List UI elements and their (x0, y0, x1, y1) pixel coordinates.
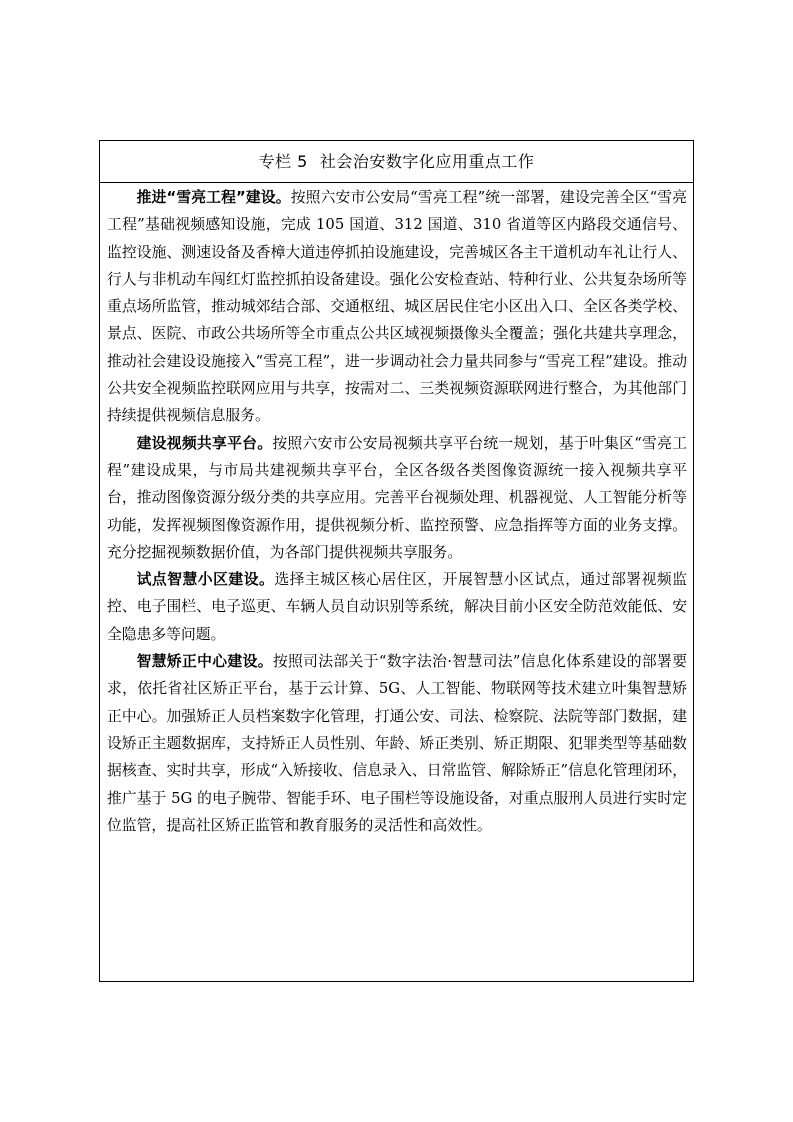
section-paragraph (107, 184, 687, 430)
column-box (99, 140, 694, 982)
section-paragraph (107, 430, 687, 566)
column-title (100, 141, 693, 183)
section-text: 按照六安市公安局视频共享平台统一规划，基于叶集区“雪亮工程”建设成果，与市局共建视频共享平台，全区各级各类图像资源统一接入视频共享平台，推动图像资源分级分类的共享应用。完善平台视频处理、机器视觉、人工智能分析等功能，发挥视频图像资源作用，提供视频分析、监控预警、应急指挥等方面的业务支撑。充分挖掘视频数据价值，为各部门提供视频共享服务。 (107, 434, 687, 561)
section-heading: 推进“雪亮工程”建设。 (136, 189, 291, 206)
section-paragraph (107, 648, 687, 839)
section-paragraph (107, 566, 687, 648)
section-text: 按照司法部关于“数字法治·智慧司法”信息化体系建设的部署要求，依托省社区矫正平台，基于云计算、5G、人工智能、物联网等技术建立叶集智慧矫正中心。加强矫正人员档案数字化管理，打通公安、司法、检察院、法院等部门数据，建设矫正主题数据库，支持矫正人员性别、年龄、矫正类别、矫正期限、犯罪类型等基础数据核查、实时共享，形成“入矫接收、信息录入、日常监管、解除矫正”信息化管理闭环，推广基于 5G 的电子腕带、智能手环、电子围栏等设施设备，对重点服刑人员进行实时定位监管，提高社区矫正监管和教育服务的灵活性和高效性。 (107, 653, 687, 834)
section-text: 选择主城区核心居住区，开展智慧小区试点，通过部署视频监控、电子围栏、电子巡更、车辆人员自动识别等系统，解决目前小区安全防范效能低、安全隐患多等问题。 (107, 571, 687, 643)
column-title-text: 社会治安数字化应用重点工作 (319, 152, 535, 171)
section-text: 按照六安市公安局“雪亮工程”统一部署，建设完善全区“雪亮工程”基础视频感知设施，完成 105 国道、312 国道、310 省道等区内路段交通信号、监控设施、测速设备及香樟大道违停抓拍设施建设，完善城区各主干道机动车礼让行人、行人与非机动车闯红灯监控抓拍设备建设。强化公安检查站、特种行业、公共复杂场所等重点场所监管，推动城郊结合部、交通枢纽、城区居民住宅小区出入口、全区各类学校、景点、医院、市政公共场所等全市重点公共区域视频摄像头全覆盖；强化共建共享理念，推动社会建设设施接入“雪亮工程”，进一步调动社会力量共同参与“雪亮工程”建设。推动公共安全视频监控联网应用与共享，按需对二、三类视频资源联网进行整合，为其他部门持续提供视频信息服务。 (107, 189, 688, 425)
column-body (107, 184, 687, 839)
section-heading: 智慧矫正中心建设。 (136, 653, 273, 671)
column-number: 专栏 5 (258, 152, 308, 171)
section-heading: 建设视频共享平台。 (136, 434, 273, 452)
section-heading: 试点智慧小区建设。 (136, 571, 275, 589)
